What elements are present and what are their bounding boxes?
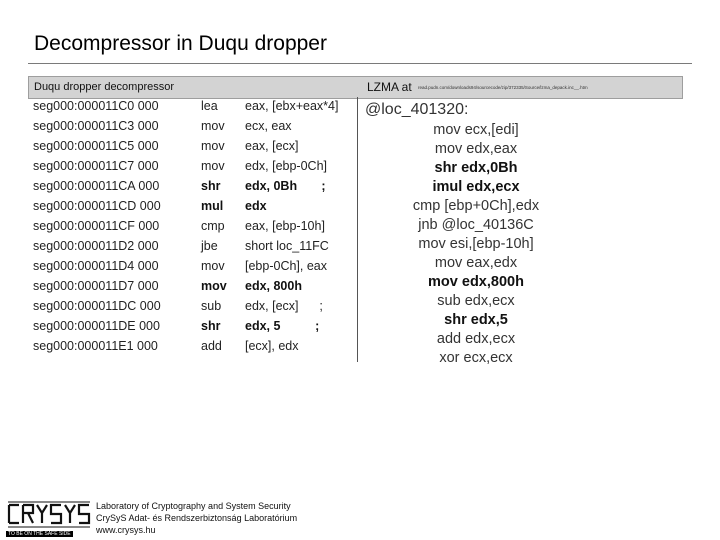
- lzma-label: LZMA at: [367, 80, 412, 94]
- code-operands: edx, 5 ;: [245, 319, 320, 333]
- code-opcode: jbe: [201, 239, 218, 253]
- header-right: [367, 80, 588, 94]
- code-line: [33, 279, 355, 299]
- lzma-code-line: sub edx,ecx: [437, 293, 515, 309]
- code-line: [33, 139, 355, 159]
- code-opcode: mov: [201, 279, 227, 293]
- code-address: seg000:000011CF 000: [33, 219, 160, 233]
- code-address: seg000:000011CD 000: [33, 199, 161, 213]
- code-address: seg000:000011C5 000: [33, 139, 159, 153]
- loc-label: @loc_401320:: [365, 101, 469, 118]
- code-operands: eax, [ebx+eax*4]: [245, 99, 339, 113]
- code-line: [33, 319, 355, 339]
- code-line: [33, 299, 355, 319]
- code-operands: [ecx], edx: [245, 339, 299, 353]
- code-operands: edx: [245, 199, 267, 213]
- code-address: seg000:000011DE 000: [33, 319, 160, 333]
- lzma-code-line: shr edx,0Bh: [434, 160, 518, 176]
- code-opcode: add: [201, 339, 222, 353]
- lzma-code-listing: [366, 122, 586, 368]
- code-line: [33, 219, 355, 239]
- lab-name-hu: CrySyS Adat- és Rendszerbiztonság Laboratórium: [96, 513, 298, 523]
- lzma-code-line: mov ecx,[edi]: [433, 122, 519, 138]
- disassembly-listing: [33, 99, 355, 364]
- code-operands: edx, 0Bh ;: [245, 179, 326, 193]
- code-operands: edx, 800h: [245, 279, 302, 293]
- code-opcode: cmp: [201, 219, 225, 233]
- code-opcode: shr: [201, 319, 221, 333]
- lzma-code-line: shr edx,5: [444, 312, 508, 328]
- code-address: seg000:000011C0 000: [33, 99, 159, 113]
- slide-title: Decompressor in Duqu dropper: [34, 32, 327, 55]
- code-opcode: mov: [201, 139, 225, 153]
- lzma-code-line: add edx,ecx: [436, 331, 516, 347]
- code-address: seg000:000011D4 000: [33, 259, 159, 273]
- code-line: [33, 99, 355, 119]
- code-operands: ecx, eax: [245, 119, 292, 133]
- lab-info: [96, 500, 297, 536]
- code-operands: short loc_11FC: [245, 239, 329, 253]
- lab-website-link[interactable]: www.crysys.hu: [96, 525, 156, 535]
- code-operands: edx, [ecx] ;: [245, 299, 323, 313]
- code-address: seg000:000011E1 000: [33, 339, 158, 353]
- lzma-code-line: imul edx,ecx: [432, 179, 520, 195]
- code-line: [33, 339, 355, 359]
- code-operands: eax, [ebp-10h]: [245, 219, 325, 233]
- table-header: [28, 76, 683, 99]
- code-opcode: mul: [201, 199, 224, 213]
- lzma-code-line: mov edx,800h: [428, 274, 524, 290]
- lzma-code-line: mov esi,[ebp-10h]: [418, 236, 534, 252]
- logo-tagline: TO BE ON THE SAFE SIDE: [8, 531, 71, 537]
- code-operands: edx, [ebp-0Ch]: [245, 159, 327, 173]
- code-line: [33, 159, 355, 179]
- code-address: seg000:000011D7 000: [33, 279, 159, 293]
- code-address: seg000:000011D2 000: [33, 239, 159, 253]
- column-separator: [357, 97, 358, 362]
- code-line: [33, 199, 355, 219]
- code-opcode: sub: [201, 299, 222, 313]
- lzma-code-line: jnb @loc_40136C: [418, 217, 534, 233]
- code-address: seg000:000011CA 000: [33, 179, 160, 193]
- code-line: [33, 179, 355, 199]
- code-line: [33, 259, 355, 279]
- code-line: [33, 119, 355, 139]
- lzma-code-line: mov edx,eax: [434, 141, 518, 157]
- lzma-code-line: xor ecx,ecx: [439, 350, 513, 366]
- code-operands: eax, [ecx]: [245, 139, 299, 153]
- title-rule: [28, 63, 692, 64]
- code-opcode: mov: [201, 159, 225, 173]
- code-opcode: mov: [201, 119, 225, 133]
- code-address: seg000:000011C3 000: [33, 119, 159, 133]
- code-opcode: shr: [201, 179, 221, 193]
- code-opcode: mov: [201, 259, 225, 273]
- code-address: seg000:000011C7 000: [33, 159, 159, 173]
- code-opcode: lea: [201, 99, 218, 113]
- code-line: [33, 239, 355, 259]
- code-operands: [ebp-0Ch], eax: [245, 259, 327, 273]
- code-address: seg000:000011DC 000: [33, 299, 161, 313]
- lab-name-en: Laboratory of Cryptography and System Security: [96, 501, 291, 511]
- lzma-code-line: mov eax,edx: [434, 255, 518, 271]
- header-left-label: Duqu dropper decompressor: [34, 81, 175, 93]
- lzma-source-link[interactable]: read.pudn.com/downloads94/sourcecode/zip/372335/Source/lzma_depack.inc__.htm: [418, 85, 588, 91]
- lzma-code-line: cmp [ebp+0Ch],edx: [412, 198, 540, 214]
